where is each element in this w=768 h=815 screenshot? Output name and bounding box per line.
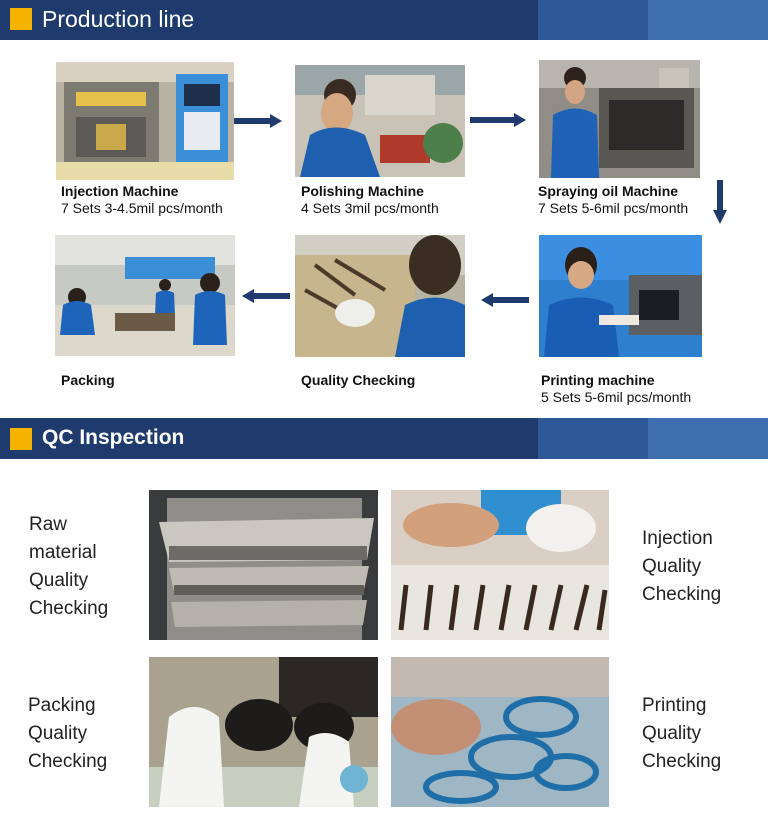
step-name: Polishing Machine <box>301 183 424 199</box>
qc-label-raw-material <box>29 511 108 623</box>
banner-stripe <box>648 418 768 459</box>
step-name: Printing machine <box>541 372 655 388</box>
banner-stripe <box>648 0 768 40</box>
qc-label-injection <box>642 525 721 609</box>
quality-checking-photo <box>295 235 465 357</box>
polishing-machine-photo <box>295 65 465 177</box>
qc-label-line: Quality <box>28 723 88 744</box>
packing-quality-photo <box>149 657 378 807</box>
arrow-right-icon <box>470 113 526 127</box>
section-title: QC Inspection <box>42 426 185 449</box>
qc-label-line: Quality <box>29 570 89 591</box>
injection-quality-photo <box>391 490 609 640</box>
step-caption <box>541 372 691 406</box>
arrow-right-icon <box>234 114 282 128</box>
printing-quality-photo <box>391 657 609 807</box>
step-detail: 5 Sets 5-6mil pcs/month <box>541 389 692 405</box>
step-caption <box>61 183 223 217</box>
step-name: Spraying oil Machine <box>538 183 679 199</box>
qc-label-packing <box>28 692 107 776</box>
section-title: Production line <box>42 6 195 32</box>
step-name: Packing <box>61 372 115 388</box>
injection-machine-photo <box>56 62 234 180</box>
step-caption <box>301 183 439 217</box>
step-name: Injection Machine <box>61 183 179 199</box>
qc-label-line: Quality <box>642 723 702 744</box>
packing-photo <box>55 235 235 356</box>
arrow-left-icon <box>481 293 529 307</box>
step-detail: 4 Sets 3mil pcs/month <box>301 200 439 216</box>
arrow-left-icon <box>242 289 290 303</box>
qc-label-line: Packing <box>28 695 96 716</box>
qc-inspection-banner <box>0 418 768 459</box>
step-name: Quality Checking <box>301 372 416 388</box>
step-detail: 7 Sets 5-6mil pcs/month <box>538 200 689 216</box>
arrow-down-icon <box>713 180 727 224</box>
qc-label-printing <box>642 692 721 776</box>
step-caption <box>538 183 688 217</box>
qc-label-line: material <box>29 542 97 563</box>
step-caption <box>61 372 115 389</box>
banner-square-icon <box>10 8 32 30</box>
spraying-oil-machine-photo <box>539 60 700 178</box>
qc-label-line: Checking <box>29 598 109 619</box>
qc-label-line: Injection <box>642 528 713 549</box>
qc-label-line: Checking <box>642 751 722 772</box>
raw-material-photo <box>149 490 378 640</box>
qc-label-line: Raw <box>29 514 68 535</box>
qc-label-line: Printing <box>642 695 707 716</box>
qc-label-line: Checking <box>642 584 722 605</box>
step-caption <box>301 372 415 389</box>
qc-label-line: Checking <box>28 751 108 772</box>
printing-machine-photo <box>539 235 702 357</box>
qc-label-line: Quality <box>642 556 702 577</box>
step-detail: 7 Sets 3-4.5mil pcs/month <box>61 200 223 216</box>
production-line-banner <box>0 0 768 40</box>
banner-square-icon <box>10 428 32 450</box>
